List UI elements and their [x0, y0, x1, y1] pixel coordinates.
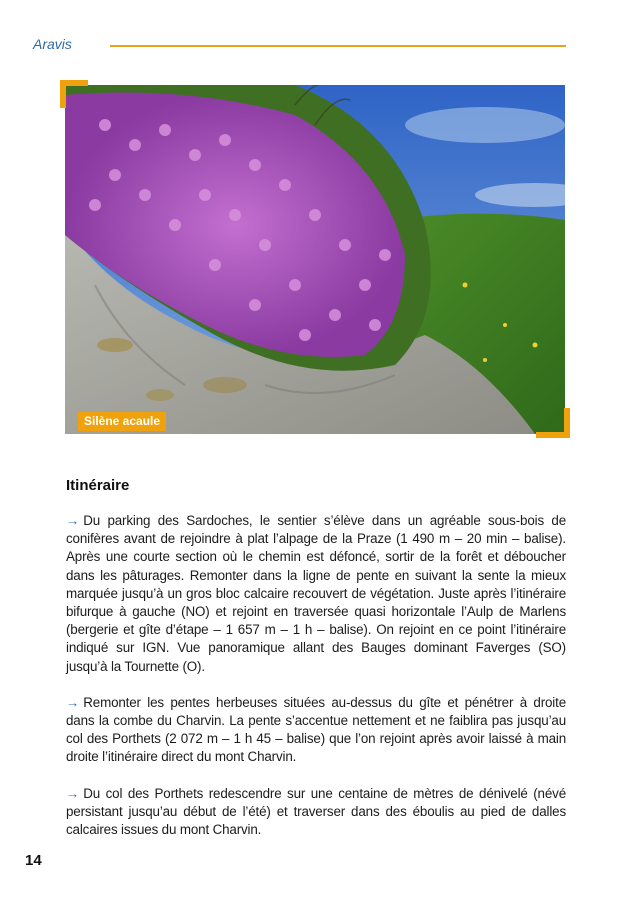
header-rule [110, 45, 566, 47]
paragraph [66, 694, 566, 767]
paragraph [66, 512, 566, 676]
page-number: 14 [25, 852, 42, 869]
paragraph-text: Remonter les pentes herbeuses situées au-dessus du gîte et pénétrer à droite dans la combe du Charvin. La pente s’accentue nettement et ne faiblira pas jusqu’au col des Porthets (2 072 m – 1 h 45 – balise) que l’on rejoint après avoir laissé à main droite l’itinéraire direct du mont Charvin. [66, 694, 566, 765]
frame-corner-top-left-vertical [60, 80, 66, 108]
section-header-title: Aravis [33, 36, 72, 52]
paragraph-text: Du parking des Sardoches, le sentier s’élève dans un agréable sous-bois de conifères avant de rejoindre à plat l’alpage de la Praze (1 490 m – 20 min – balise). Après une courte section où le chemin est défoncé, sortir de la forêt et déboucher dans les pâturages. Remonter dans la ligne de pente en suivant la sente la mieux marquée jusqu’à un gros bloc calcaire recouvert de végétation. Juste après l’itinéraire bifurque à gauche (NO) et rejoint en traversée quasi horizontale l’Aulp de Marlens (bergerie et gîte d’étape – 1 657 m – 1 h – balise). On rejoint en ce point l’itinéraire indiqué sur IGN. Vue panoramique allant des Bauges dominant Faverges (SO) jusqu’à la Tournette (O). [66, 513, 566, 674]
arrow-right-icon: → [66, 513, 80, 528]
article-body [66, 512, 566, 857]
paragraph-text: Du col des Porthets redescendre sur une centaine de mètres de dénivelé (névé persistant jusqu’au début de l’été) et traverser dans des éboulis au pied de dalles calcaires issues du mont Charvin. [66, 785, 566, 838]
photo-caption: Silène acaule [78, 412, 166, 431]
paragraph [66, 785, 566, 840]
frame-corner-bottom-right-vertical [564, 408, 570, 438]
section-title: Itinéraire [66, 477, 130, 494]
photo-frame [60, 80, 570, 438]
arrow-right-icon: → [66, 785, 80, 801]
arrow-right-icon: → [66, 694, 80, 710]
flower-photo [65, 85, 565, 434]
